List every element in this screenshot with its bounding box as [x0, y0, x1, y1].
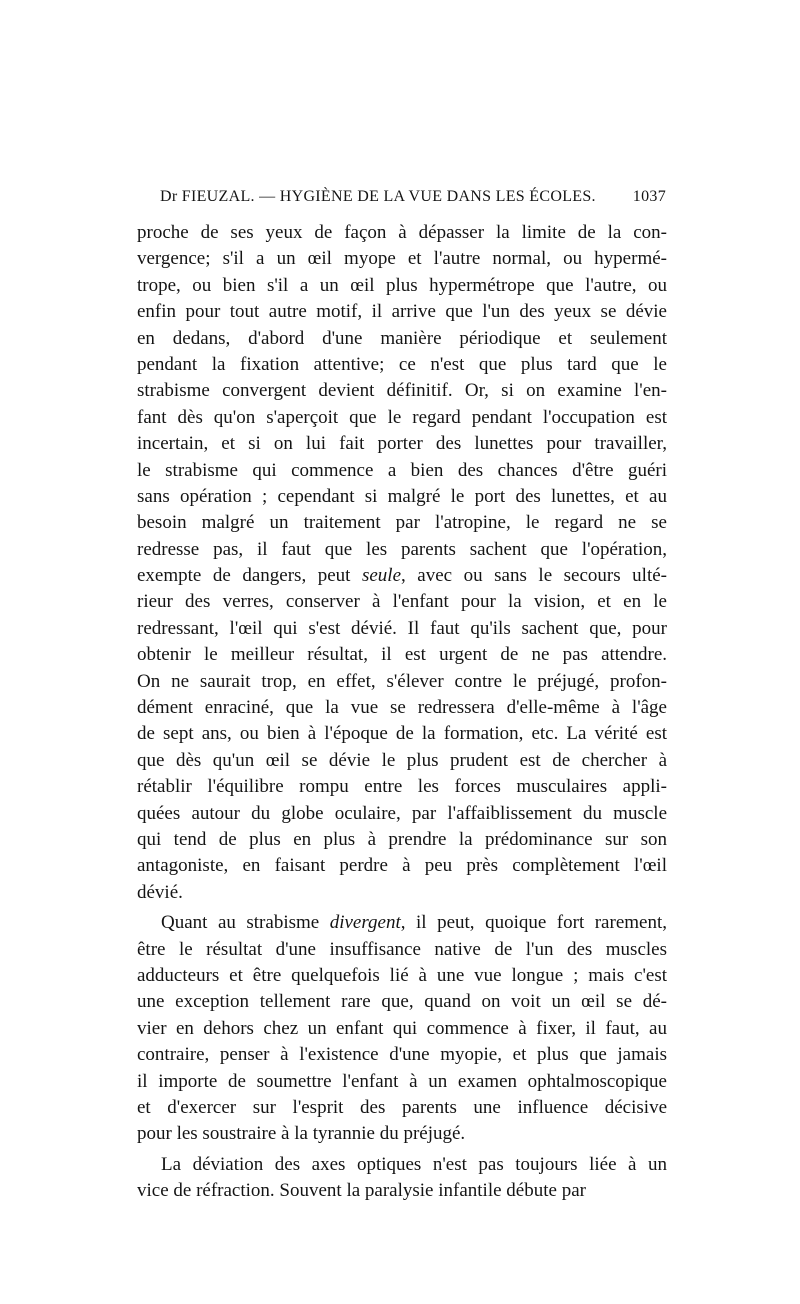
text-line: une exception tellement rare que, quand on voit un œil se dé- [137, 991, 667, 1013]
text-line: rieur des verres, conserver à l'enfant pour la vision, et en le [137, 591, 667, 613]
text-line: et d'exercer sur l'esprit des parents une influence décisive [137, 1096, 667, 1118]
emphasized-word: divergent [329, 912, 401, 934]
text-line: être le résultat d'une insuffisance native de l'un des muscles [137, 938, 667, 960]
text-line: strabisme convergent devient définitif. Or, si on examine l'en- [137, 380, 667, 402]
text-line: Quant au strabisme divergent, il peut, quoique fort rarement, [161, 912, 667, 934]
text-line: qui tend de plus en plus à prendre la prédominance sur son [137, 828, 667, 850]
text-line: proche de ses yeux de façon à dépasser la limite de la con- [137, 222, 667, 243]
text-line: trope, ou bien s'il a un œil plus hypermétrope que l'autre, ou [137, 274, 667, 296]
text-line: La déviation des axes optiques n'est pas toujours liée à un [161, 1153, 667, 1175]
page-number: 1037 [632, 188, 666, 205]
text-line: pour les soustraire à la tyrannie du préjugé. [137, 1123, 466, 1145]
text-line: le strabisme qui commence a bien des chances d'être guéri [137, 459, 667, 481]
emphasized-word: seule [361, 565, 402, 587]
text-line: que dès qu'un œil se dévie le plus prudent est de chercher à [137, 749, 667, 771]
running-head [160, 188, 666, 212]
text-line: incertain, et si on lui fait porter des lunettes pour travailler, [137, 433, 667, 455]
text-line: contraire, penser à l'existence d'une myopie, et plus que jamais [137, 1044, 667, 1066]
text-line: obtenir le meilleur résultat, il est urgent de ne pas attendre. [137, 644, 667, 666]
text-line: pendant la fixation attentive; ce n'est que plus tard que le [137, 353, 667, 375]
text-line: exempte de dangers, peut seule, avec ou sans le secours ulté- [137, 565, 667, 587]
text-line: rétablir l'équilibre rompu entre les forces musculaires appli- [137, 776, 667, 798]
text-line: de sept ans, ou bien à l'époque de la formation, etc. La vérité est [137, 723, 667, 745]
text-line: vergence; s'il a un œil myope et l'autre normal, ou hypermé- [137, 248, 667, 270]
body-text [137, 220, 667, 1204]
text-line: enfin pour tout autre motif, il arrive que l'un des yeux se dévie [137, 301, 667, 323]
text-line: On ne saurait trop, en effet, s'élever contre le préjugé, profon- [137, 670, 667, 692]
text-line: dévié. [137, 881, 183, 903]
text-line: vier en dehors chez un enfant qui commence à fixer, il faut, au [137, 1017, 667, 1039]
text-line: redressant, l'œil qui s'est dévié. Il faut qu'ils sachent que, pour [137, 617, 667, 639]
text-line: antagoniste, en faisant perdre à peu près complètement l'œil [137, 855, 667, 877]
running-head-title: Dr FIEUZAL. — HYGIÈNE DE LA VUE DANS LES ÉCOLES. [160, 188, 596, 205]
text-line: fant dès qu'on s'aperçoit que le regard pendant l'occupation est [137, 406, 667, 428]
text-line: vice de réfraction. Souvent la paralysie infantile débute par [137, 1180, 586, 1202]
text-line: redresse pas, il faut que les parents sachent que l'opération, [137, 538, 667, 560]
text-line: il importe de soumettre l'enfant à un examen ophtalmoscopique [137, 1070, 667, 1092]
text-line: quées autour du globe oculaire, par l'affaiblissement du muscle [137, 802, 667, 824]
text-line: adducteurs et être quelquefois lié à une vue longue ; mais c'est [137, 964, 667, 986]
text-line: dément enraciné, que la vue se redressera d'elle-même à l'âge [137, 697, 667, 719]
text-line: en dedans, d'abord d'une manière périodique et seulement [137, 327, 667, 349]
text-line: sans opération ; cependant si malgré le port des lunettes, et au [137, 485, 667, 507]
text-line: besoin malgré un traitement par l'atropine, le regard ne se [137, 512, 667, 534]
